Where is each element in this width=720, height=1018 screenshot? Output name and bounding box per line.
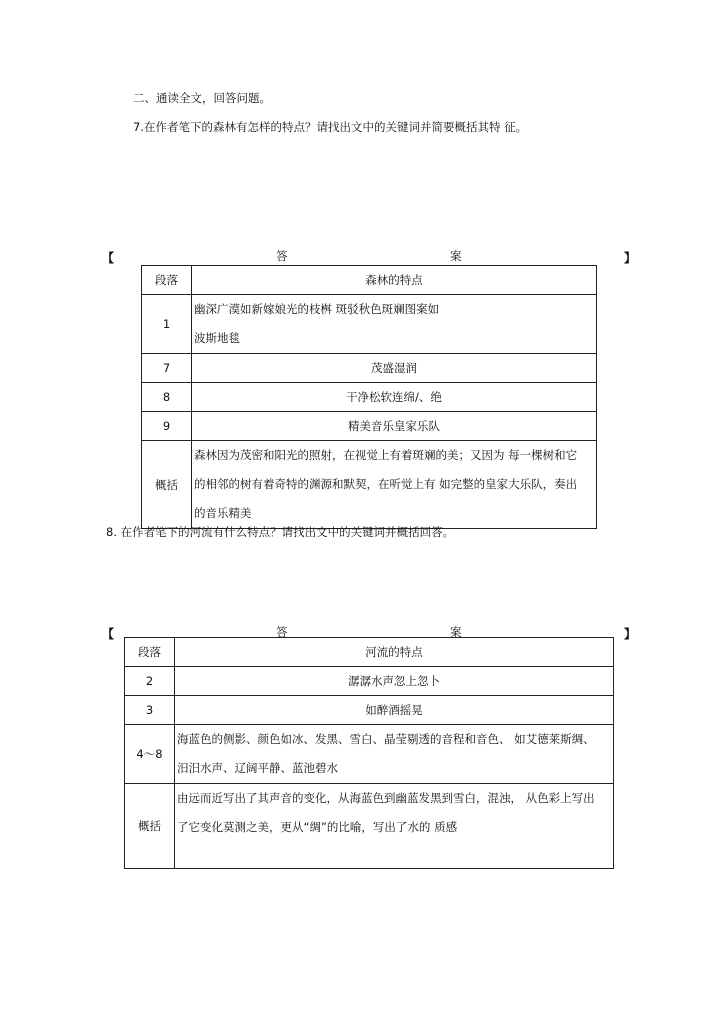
answer-label-left: 答 <box>276 249 288 263</box>
row-paragraph: 7 <box>142 354 192 383</box>
row-features: 精美音乐皇家乐队 <box>192 412 597 441</box>
table-header-row <box>142 266 597 295</box>
answer-label-left: 答 <box>276 625 288 639</box>
summary-text <box>175 784 614 869</box>
row-features <box>175 725 614 784</box>
row-paragraph: 4～8 <box>125 725 175 784</box>
summary-line: 由远而近写出了其声音的变化，从海蓝色到幽蓝发黑到雪白，混浊， 从色彩上写出 <box>177 791 595 805</box>
table-header-row <box>125 638 614 667</box>
question-8: 8. 在作者笔下的河流有什么特点？请找出文中的关键词并概括回答。 <box>106 525 455 539</box>
answer-close-bracket: 】 <box>624 627 637 641</box>
row-features <box>192 295 597 354</box>
row-paragraph: 3 <box>125 696 175 725</box>
table-row <box>142 412 597 441</box>
row-features: 茂盛湿润 <box>192 354 597 383</box>
row-paragraph: 8 <box>142 383 192 412</box>
feature-line: 汨汨水声、辽阔平静、蓝池碧水 <box>177 761 338 775</box>
summary-line: 了它变化莫测之美，更从“绸”的比喻，写出了水的 质感 <box>177 820 458 834</box>
feature-line: 波斯地毯 <box>194 331 240 345</box>
header-features: 森林的特点 <box>192 266 597 295</box>
summary-line: 的相邻的树有着奇特的渊源和默契，在听觉上有 如完整的皇家大乐队，奏出 <box>194 477 578 491</box>
table-row <box>142 354 597 383</box>
table-row <box>125 725 614 784</box>
summary-row <box>142 441 597 529</box>
row-features: 如醉酒摇晃 <box>175 696 614 725</box>
answer-label-right: 案 <box>450 625 462 639</box>
row-paragraph: 2 <box>125 667 175 696</box>
header-paragraph: 段落 <box>142 266 192 295</box>
row-features: 干净松软连绵/、绝 <box>192 383 597 412</box>
table-row <box>125 696 614 725</box>
feature-line: 幽深广漠如新嫁娘光的枝桝 斑驳秋色斑斓图案如 <box>194 302 440 316</box>
header-features: 河流的特点 <box>175 638 614 667</box>
summary-text <box>192 441 597 529</box>
summary-label: 概括 <box>125 784 175 869</box>
table-row <box>142 295 597 354</box>
summary-line: 的音乐精美 <box>194 506 252 520</box>
summary-label: 概括 <box>142 441 192 529</box>
row-paragraph: 1 <box>142 295 192 354</box>
table-row <box>142 383 597 412</box>
answer-close-bracket: 】 <box>624 251 637 265</box>
summary-row <box>125 784 614 869</box>
row-features: 潺潺水声忽上忽卜 <box>175 667 614 696</box>
answer-open-bracket: 【 <box>102 627 115 641</box>
question-7: 7.在作者笔下的森林有怎样的特点？请找出文中的关键词并简要概括其特 征。 <box>133 120 528 134</box>
row-paragraph: 9 <box>142 412 192 441</box>
table-row <box>125 667 614 696</box>
header-paragraph: 段落 <box>125 638 175 667</box>
summary-line: 森林因为茂密和阳光的照射，在视觉上有着斑斓的美；又因为 每一棵树和它 <box>194 448 578 462</box>
forest-features-table <box>141 265 597 529</box>
answer-open-bracket: 【 <box>102 251 115 265</box>
river-features-table <box>124 637 614 869</box>
section-heading: 二、通读全文，回答问题。 <box>133 91 271 105</box>
answer-label-right: 案 <box>450 249 462 263</box>
feature-line: 海蓝色的侧影、颜色如冰、发黑、雪白、晶莹剔透的音程和音色、 如艾德莱斯绸、 <box>177 732 595 746</box>
